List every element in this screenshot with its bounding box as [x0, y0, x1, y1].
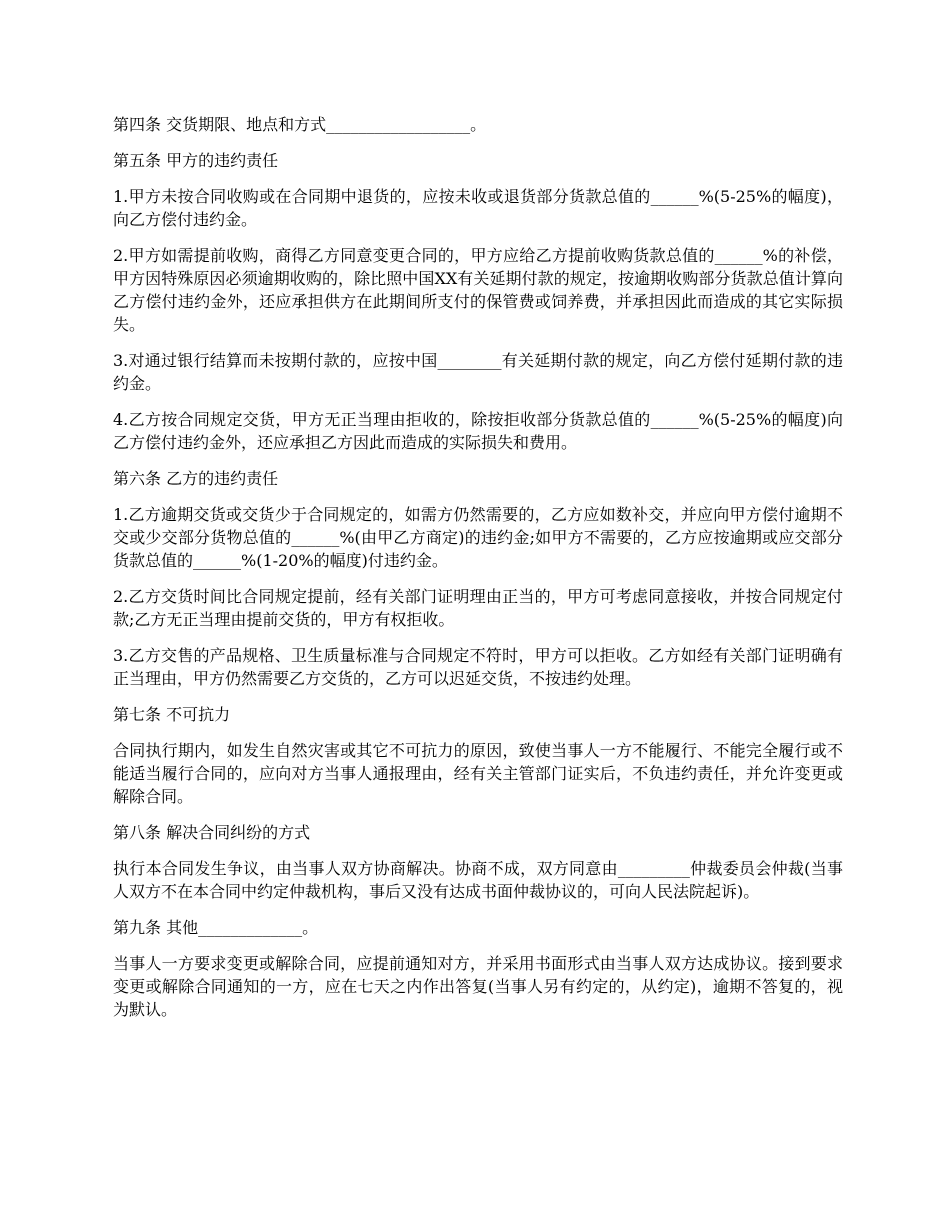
article-5-clause-4: 4.乙方按合同规定交货，甲方无正当理由拒收的，除按拒收部分货款总值的______%(5-25%的幅度)向乙方偿付违约金外，还应承担乙方因此而造成的实际损失和费用。: [113, 410, 843, 452]
article-8-heading: 第八条 解决合同纠纷的方式: [113, 823, 311, 842]
article-5-clause-2: 2.甲方如需提前收购，商得乙方同意变更合同的，甲方应给乙方提前收购货款总值的______%的补偿，甲方因特殊原因必须逾期收购的，除比照中国XX有关延期付款的规定，按逾期收购部分货款总值计算向乙方偿付违约金外，还应承担供方在此期间所支付的保管费或饲养费，并承担因此而造成的其它实际损失。: [113, 246, 843, 334]
article-5-clause-3: 3.对通过银行结算而未按期付款的，应按中国________有关延期付款的规定，向乙方偿付延期付款的违约金。: [113, 351, 843, 393]
article-6-clause-3: 3.乙方交售的产品规格、卫生质量标准与合同规定不符时，甲方可以拒收。乙方如经有关部门证明确有正当理由，甲方仍然需要乙方交货的，乙方可以迟延交货，不按违约处理。: [113, 646, 843, 688]
article-5-clause-1: 1.甲方未按合同收购或在合同期中退货的，应按未收或退货部分货款总值的______%(5-25%的幅度)，向乙方偿付违约金。: [113, 187, 843, 229]
article-6-clause-1: 1.乙方逾期交货或交货少于合同规定的，如需方仍然需要的，乙方应如数补交，并应向甲方偿付逾期不交或少交部分货物总值的______%(由甲乙方商定)的违约金;如甲方不需要的，乙方应按逾期或应交部分货款总值的______%(1-20%的幅度)付违约金。: [113, 505, 843, 570]
article-6-heading: 第六条 乙方的违约责任: [113, 469, 279, 488]
article-7-heading: 第七条 不可抗力: [113, 705, 231, 724]
article-9-heading: 第九条 其他_____________。: [113, 918, 319, 937]
article-6-clause-2: 2.乙方交货时间比合同规定提前，经有关部门证明理由正当的，甲方可考虑同意接收，并按合同规定付款;乙方无正当理由提前交货的，甲方有权拒收。: [113, 587, 843, 629]
article-8-body: 执行本合同发生争议，由当事人双方协商解决。协商不成，双方同意由_________仲裁委员会仲裁(当事人双方不在本合同中约定仲裁机构，事后又没有达成书面仲裁协议的，可向人民法院起诉)。: [113, 859, 843, 901]
article-7-body: 合同执行期内，如发生自然灾害或其它不可抗力的原因，致使当事人一方不能履行、不能完全履行或不能适当履行合同的，应向对方当事人通报理由，经有关主管部门证实后，不负违约责任，并允许变更或解除合同。: [113, 741, 843, 806]
article-5-heading: 第五条 甲方的违约责任: [113, 151, 279, 170]
document-page: [113, 113, 843, 1034]
article-9-body: 当事人一方要求变更或解除合同，应提前通知对方，并采用书面形式由当事人双方达成协议。接到要求变更或解除合同通知的一方，应在七天之内作出答复(当事人另有约定的，从约定)，逾期不答复的，视为默认。: [113, 954, 843, 1019]
article-4-heading: 第四条 交货期限、地点和方式__________________。: [113, 115, 487, 134]
